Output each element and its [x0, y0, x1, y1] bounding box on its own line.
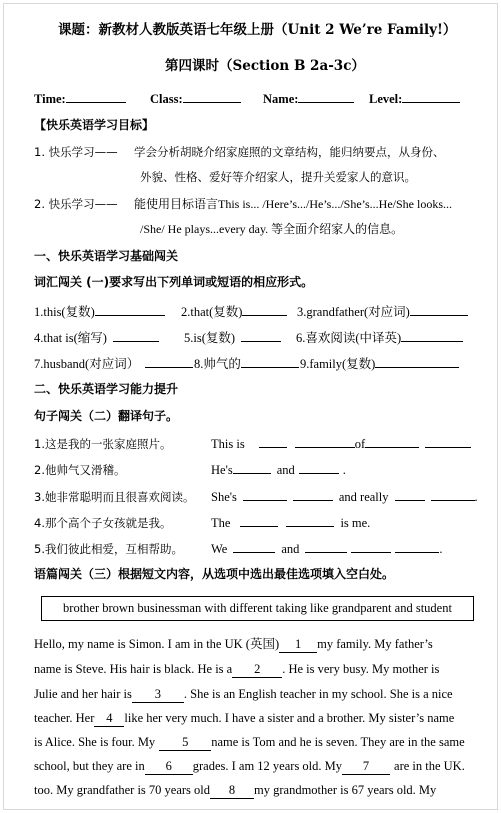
blank-5[interactable]: 5 — [159, 734, 211, 751]
sentence-5[interactable]: 5.我们彼此相爱，互相帮助。 We and . — [34, 539, 443, 557]
lesson-title: 课题：新教材人教版英语七年级上册（Unit 2 We’re Family!） — [58, 22, 457, 38]
vocab-item-7[interactable]: 7.husband(对应词） — [34, 354, 193, 372]
goal-2-line-2: /She/ He plays...every day. 等全面介绍家人的信息。 — [140, 222, 404, 236]
passage-line-2[interactable]: name is Steve. His hair is black. He is a 2 . He is very busy. My mother is — [34, 662, 440, 676]
time-label: Time: — [34, 92, 66, 106]
vocab-item-9[interactable]: 9.family(复数) — [300, 354, 459, 372]
sentence-1[interactable]: 1.这是我的一张家庭照片。 This is of — [34, 434, 471, 452]
part-1-heading: 一、快乐英语学习基础闯关 — [34, 249, 179, 263]
goal-2-line-1: 能使用目标语言This is... /Here’s.../He’s.../She’s...He/She looks... — [134, 197, 452, 211]
blank-1[interactable]: 1 — [279, 636, 317, 653]
level-field[interactable] — [369, 89, 460, 107]
blank-2[interactable]: 2 — [232, 661, 282, 678]
passage-line-6[interactable]: school, but they are in 6 grades. I am 12 years old. My 7 are in the UK. — [34, 759, 465, 773]
vocab-item-2[interactable]: 2.that(复数) — [181, 302, 287, 320]
blank-3[interactable]: 3 — [132, 686, 184, 703]
time-field[interactable] — [34, 89, 126, 107]
blank-7[interactable]: 7 — [342, 758, 390, 775]
goals-heading: 【快乐英语学习目标】 — [34, 118, 155, 132]
name-field[interactable] — [263, 89, 354, 107]
passage-line-4[interactable]: teacher. Her 4 like her very much. I have a sister and a brother. My sister’s name — [34, 711, 455, 725]
vocab-item-8[interactable]: 8.帅气的 — [194, 354, 299, 372]
vocab-item-3[interactable]: 3.grandfather(对应词) — [297, 302, 468, 320]
lesson-subtitle: 第四课时（Section B 2a-3c） — [165, 58, 365, 74]
sentence-3[interactable]: 3.她非常聪明而且很喜欢阅读。 She's and really . — [34, 487, 478, 505]
class-label: Class: — [150, 92, 183, 106]
blank-8[interactable]: 8 — [210, 782, 254, 799]
vocab-item-1[interactable]: 1.this(复数) — [34, 302, 165, 320]
passage-line-7[interactable]: too. My grandfather is 70 years old 8 my grandmother is 67 years old. My — [34, 783, 437, 797]
class-field[interactable] — [150, 89, 241, 107]
sentence-2[interactable]: 2.他帅气又滑稽。 He's and . — [34, 460, 346, 478]
vocab-instructions: 词汇闯关 (一)要求写出下列单词或短语的相应形式。 — [34, 275, 314, 289]
vocab-item-4[interactable]: 4.that is(缩写) — [34, 328, 159, 346]
goal-1-line-1: 学会分析胡晓介绍家庭照的文章结构，能归纳要点，从身份、 — [134, 145, 445, 159]
reading-instructions: 语篇闯关（三）根据短文内容，从选项中选出最佳选项填入空白处。 — [34, 567, 395, 581]
word-bank-box: brother brown businessman with different taking like grandparent and student — [41, 596, 474, 621]
passage-line-5[interactable]: is Alice. She is four. My 5 name is Tom and he is seven. They are in the same — [34, 735, 465, 749]
goal-1-label: 1. 快乐学习—— — [34, 145, 118, 159]
passage-line-3[interactable]: Julie and her hair is 3 . She is an English teacher in my school. She is a nice — [34, 687, 453, 701]
goal-1-line-2: 外貌、性格、爱好等介绍家人，提升关爱家人的意识。 — [140, 170, 416, 184]
blank-6[interactable]: 6 — [145, 758, 193, 775]
passage-line-1[interactable]: Hello, my name is Simon. I am in the UK (英国) 1 my family. My father’s — [34, 637, 433, 651]
sentence-4[interactable]: 4.那个高个子女孩就是我。 The is me. — [34, 513, 370, 531]
vocab-item-5[interactable]: 5.is(复数) — [184, 328, 281, 346]
level-label: Level: — [369, 92, 403, 106]
vocab-item-6[interactable]: 6.喜欢阅读(中译英) — [296, 328, 463, 346]
name-label: Name: — [263, 92, 299, 106]
blank-4[interactable]: 4 — [94, 710, 124, 727]
sentence-instructions: 句子闯关（二）翻译句子。 — [34, 409, 179, 423]
goal-2-label: 2. 快乐学习—— — [34, 197, 118, 211]
part-2-heading: 二、快乐英语学习能力提升 — [34, 382, 179, 396]
